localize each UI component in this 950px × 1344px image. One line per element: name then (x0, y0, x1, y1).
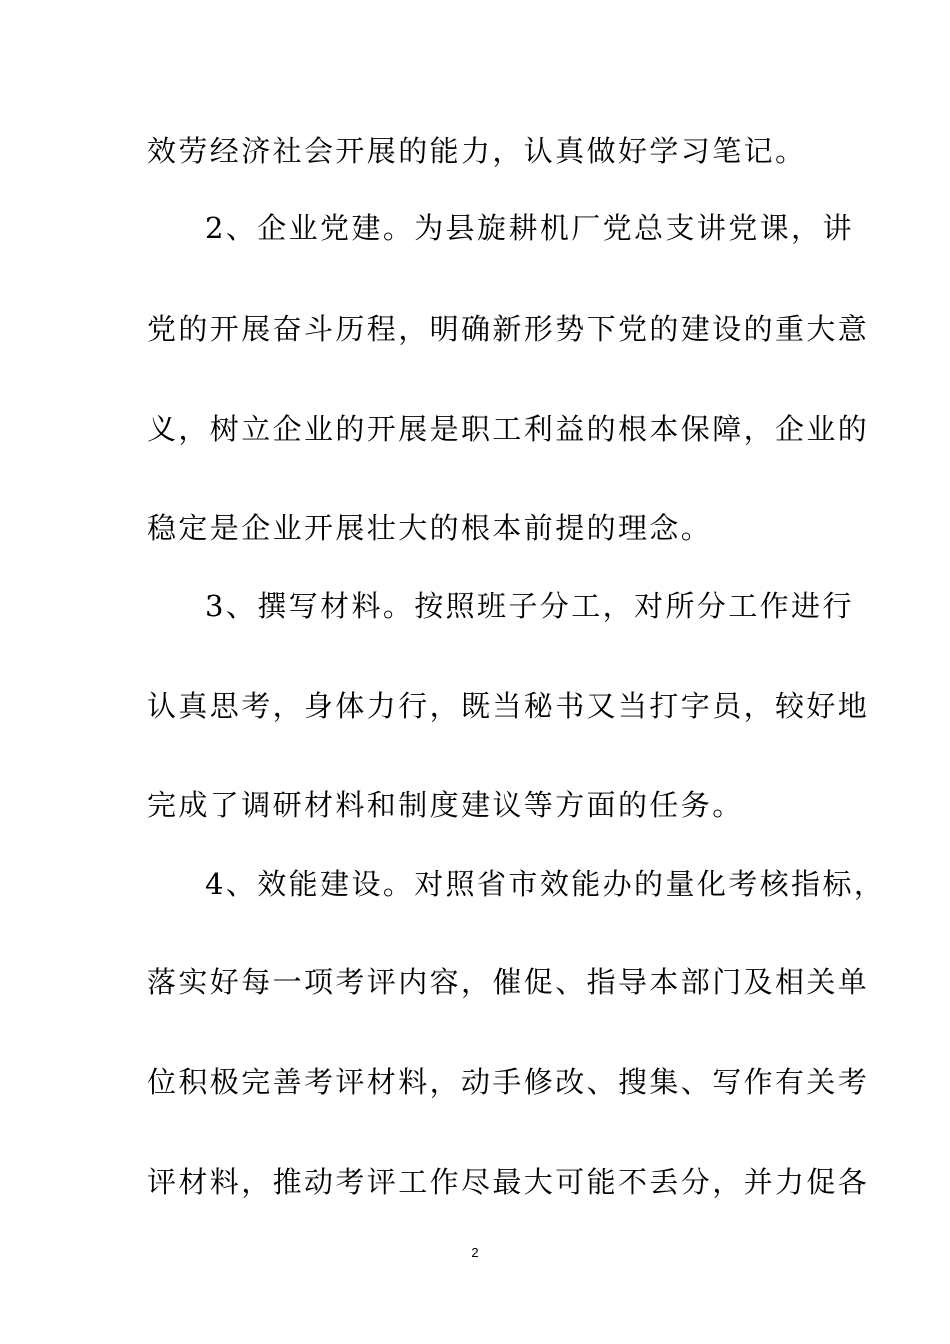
text-line: 效劳经济社会开展的能力，认真做好学习笔记。 (147, 134, 807, 168)
text-line: 稳定是企业开展壮大的根本前提的理念。 (147, 511, 713, 545)
text-line: 评材料，推动考评工作尽最大可能不丢分，并力促各 (147, 1165, 870, 1199)
paragraph-3-start: 3、撰写材料。按照班子分工，对所分工作进行 (205, 589, 854, 623)
text-line: 位积极完善考评材料，动手修改、搜集、写作有关考 (147, 1065, 870, 1099)
text-line: 落实好每一项考评内容，催促、指导本部门及相关单 (147, 965, 870, 999)
page-number: 2 (471, 1245, 479, 1260)
paragraph-4-start: 4、效能建设。对照省市效能办的量化考核指标， (205, 867, 886, 901)
text-line: 认真思考，身体力行，既当秘书又当打字员，较好地 (147, 689, 870, 723)
paragraph-2-start: 2、企业党建。为县旋耕机厂党总支讲党课，讲 (205, 211, 854, 245)
text-line: 义，树立企业的开展是职工利益的根本保障，企业的 (147, 412, 870, 446)
text-line: 党的开展奋斗历程，明确新形势下党的建设的重大意 (147, 312, 870, 346)
text-line: 完成了调研材料和制度建议等方面的任务。 (147, 788, 744, 822)
